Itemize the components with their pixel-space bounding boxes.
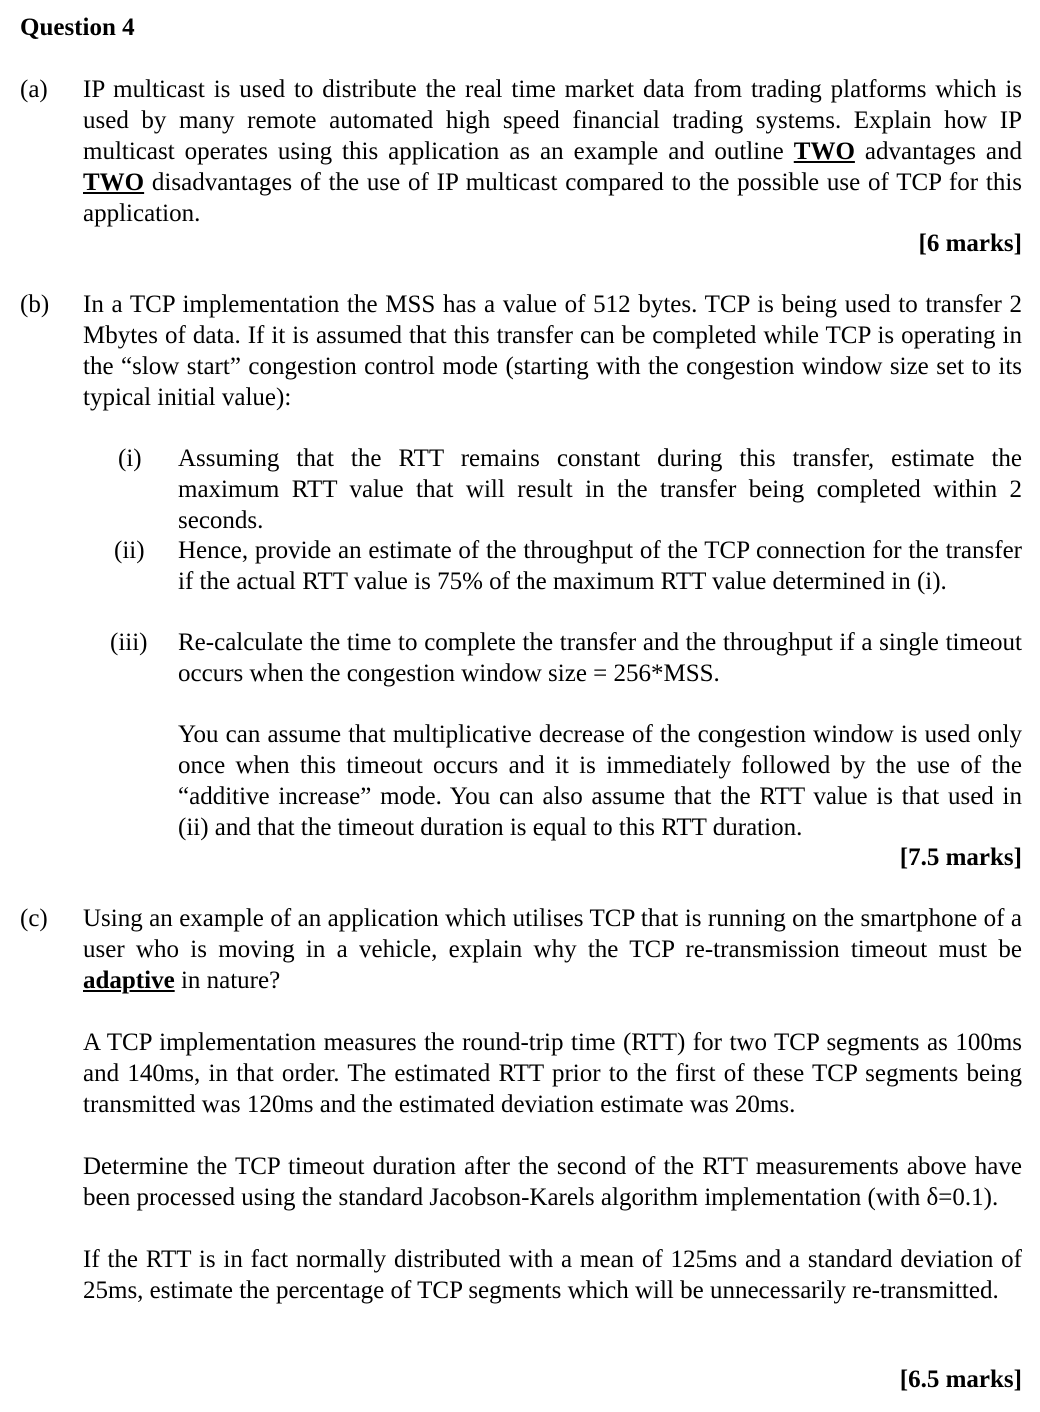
- part-c-label: (c): [20, 905, 48, 932]
- part-b-intro-text: In a TCP implementation the MSS has a value of 512 bytes. TCP is being used to transfer 2 Mbytes of data. If it is assumed that this transfer can be completed while TCP is operating in the “slow start” congestion control mode (starting with the congestion window size set to its typical initial value):: [83, 291, 1022, 411]
- part-c-text-1: Using an example of an application which utilises TCP that is running on the smartphone of a user who is moving in a vehicle, explain why the TCP re-transmission timeout must be: [83, 905, 1022, 963]
- part-c-para-2: A TCP implementation measures the round-trip time (RTT) for two TCP segments as 100ms and 140ms, in that order. The estimated RTT prior to the first of these TCP segments being transmitted was 120ms and the estimated deviation estimate was 20ms.: [83, 1029, 1022, 1118]
- part-b-item-ii-text: Hence, provide an estimate of the throughput of the TCP connection for the transfer if the actual RTT value is 75% of the maximum RTT value determined in (i).: [178, 537, 1022, 595]
- part-b-item-ii-label: (ii): [114, 537, 145, 564]
- part-b-note-text: You can assume that multiplicative decrease of the congestion window is used only once when this timeout occurs and it is immediately followed by the use of the “additive increase” mode. You can also assume that the RTT value is that used in (ii) and that the timeout duration is equal to this RTT duration.: [178, 721, 1022, 841]
- question-title: Question 4: [20, 14, 135, 41]
- part-b-marks: [7.5 marks]: [899, 844, 1022, 871]
- part-a-emphasis-2: TWO: [83, 169, 145, 196]
- part-b-label: (b): [20, 291, 50, 318]
- part-a-label: (a): [20, 76, 48, 103]
- part-c-text-2: in nature?: [174, 967, 281, 994]
- part-c-text: [83, 903, 1022, 1306]
- part-c: [20, 903, 1022, 1353]
- part-a-text-1: IP multicast is used to distribute the real time market data from trading platforms which is used by many remote automated high speed financial trading systems. Explain how IP multicast operates using this application as an example and outline: [83, 76, 1022, 165]
- part-a-emphasis-1: TWO: [793, 138, 855, 165]
- part-a-text-2: advantages and: [854, 138, 1023, 165]
- part-a-text-3: disadvantages of the use of IP multicast compared to the possible use of TCP for this application.: [83, 169, 1022, 227]
- part-b-item-i-text: Assuming that the RTT remains constant during this transfer, estimate the maximum RTT value that will result in the transfer being completed within 2 seconds.: [178, 445, 1022, 534]
- part-b: [20, 289, 1022, 849]
- part-b-item-iii-text: Re-calculate the time to complete the transfer and the throughput if a single timeout occurs when the congestion window size = 256*MSS.: [178, 629, 1022, 687]
- part-a-marks: [6 marks]: [918, 230, 1022, 257]
- part-c-para-1: [83, 903, 1022, 996]
- part-a-text: [83, 74, 1022, 229]
- part-c-para-4: If the RTT is in fact normally distributed with a mean of 125ms and a standard deviation of 25ms, estimate the percentage of TCP segments which will be unnecessarily re-transmitted.: [83, 1246, 1022, 1304]
- part-b-item-i-label: (i): [118, 445, 142, 472]
- part-b-item-iii-label: (iii): [110, 629, 148, 656]
- part-b-intro: [83, 289, 1022, 413]
- part-c-marks: [6.5 marks]: [899, 1366, 1022, 1393]
- part-c-para-3: Determine the TCP timeout duration after the second of the RTT measurements above have been processed using the standard Jacobson-Karels algorithm implementation (with δ=0.1).: [83, 1153, 1022, 1211]
- part-a: [20, 74, 1022, 274]
- part-c-emphasis: adaptive: [83, 967, 175, 994]
